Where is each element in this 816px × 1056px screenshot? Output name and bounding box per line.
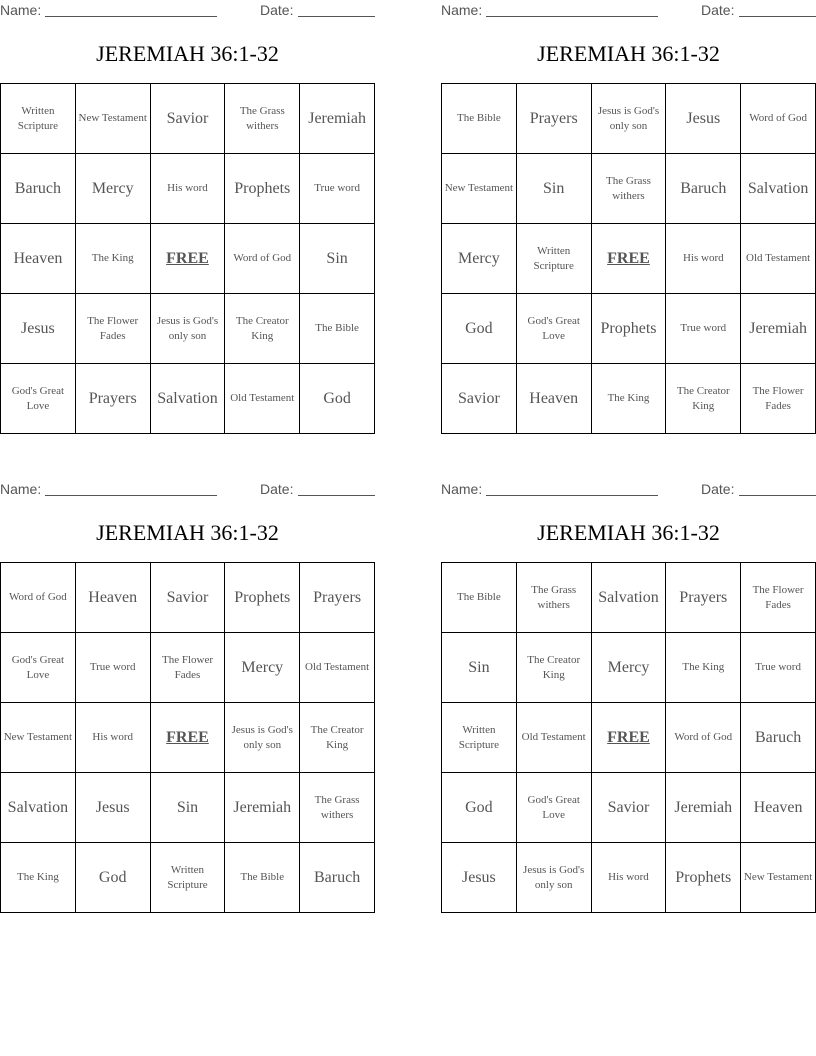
name-label: Name: xyxy=(441,481,483,497)
bingo-cell: Prayers xyxy=(300,563,375,633)
bingo-cell: New Testament xyxy=(741,843,816,913)
date-field-line xyxy=(298,16,375,17)
bingo-card-1 xyxy=(0,0,375,412)
bingo-cell: The Creator King xyxy=(300,703,375,773)
bingo-cell: The Bible xyxy=(225,843,300,913)
name-field-line xyxy=(45,16,217,17)
bingo-cell: Word of God xyxy=(1,563,76,633)
bingo-cell: The Bible xyxy=(442,84,517,154)
bingo-cell: Salvation xyxy=(741,154,816,224)
bingo-cell: The Creator King xyxy=(666,364,741,434)
bingo-cell: The Grass withers xyxy=(592,154,667,224)
bingo-cell: Baruch xyxy=(666,154,741,224)
bingo-cell: The King xyxy=(1,843,76,913)
bingo-cell: Jesus xyxy=(666,84,741,154)
bingo-cell: The Grass withers xyxy=(225,84,300,154)
bingo-cell: Jesus is God's only son xyxy=(151,294,226,364)
bingo-cell: The Creator King xyxy=(517,633,592,703)
bingo-cell: His word xyxy=(592,843,667,913)
bingo-cell: New Testament xyxy=(442,154,517,224)
bingo-cell: God's Great Love xyxy=(1,633,76,703)
card-header xyxy=(0,0,375,22)
bingo-cell: Old Testament xyxy=(225,364,300,434)
bingo-cell: Heaven xyxy=(741,773,816,843)
bingo-cell: True word xyxy=(666,294,741,364)
bingo-cell: Salvation xyxy=(151,364,226,434)
bingo-cell: Jeremiah xyxy=(300,84,375,154)
bingo-cell: God's Great Love xyxy=(517,294,592,364)
bingo-grid xyxy=(0,83,375,434)
bingo-cell: The Flower Fades xyxy=(76,294,151,364)
bingo-cell: The Bible xyxy=(300,294,375,364)
bingo-card-4 xyxy=(441,479,816,891)
bingo-cell: Written Scripture xyxy=(517,224,592,294)
name-field-line xyxy=(486,16,658,17)
bingo-cell: Mercy xyxy=(592,633,667,703)
bingo-cell: The Grass withers xyxy=(517,563,592,633)
bingo-cell: Sin xyxy=(517,154,592,224)
date-label: Date: xyxy=(260,481,294,497)
bingo-cell: Prophets xyxy=(225,563,300,633)
name-label: Name: xyxy=(0,2,42,18)
bingo-cell: Jesus is God's only son xyxy=(225,703,300,773)
bingo-card-3 xyxy=(0,479,375,891)
bingo-cell: Word of God xyxy=(741,84,816,154)
bingo-cell: God xyxy=(76,843,151,913)
bingo-cell: Written Scripture xyxy=(1,84,76,154)
bingo-cell: Heaven xyxy=(76,563,151,633)
name-field-line xyxy=(45,495,217,496)
bingo-cell: Savior xyxy=(151,563,226,633)
bingo-cell: Jesus is God's only son xyxy=(517,843,592,913)
card-header xyxy=(0,479,375,501)
bingo-cell: God's Great Love xyxy=(517,773,592,843)
bingo-cell: The Bible xyxy=(442,563,517,633)
bingo-grid xyxy=(0,562,375,913)
bingo-cell: Sin xyxy=(442,633,517,703)
free-space: FREE xyxy=(151,224,226,294)
bingo-grid xyxy=(441,562,816,913)
bingo-cell: Mercy xyxy=(442,224,517,294)
bingo-cell: Salvation xyxy=(592,563,667,633)
bingo-cell: His word xyxy=(76,703,151,773)
bingo-cell: Prayers xyxy=(517,84,592,154)
bingo-cell: Jesus xyxy=(76,773,151,843)
date-label: Date: xyxy=(701,481,735,497)
bingo-cell: Jeremiah xyxy=(741,294,816,364)
card-header xyxy=(441,0,816,22)
bingo-cell: Savior xyxy=(592,773,667,843)
bingo-cell: Heaven xyxy=(1,224,76,294)
name-label: Name: xyxy=(441,2,483,18)
bingo-cell: His word xyxy=(151,154,226,224)
bingo-cell: Old Testament xyxy=(300,633,375,703)
bingo-cell: Jesus xyxy=(442,843,517,913)
card-title: JEREMIAH 36:1-32 xyxy=(96,41,279,66)
bingo-cell: Jesus is God's only son xyxy=(592,84,667,154)
bingo-cell: Baruch xyxy=(300,843,375,913)
date-label: Date: xyxy=(260,2,294,18)
bingo-cell: The King xyxy=(76,224,151,294)
bingo-cell: Written Scripture xyxy=(442,703,517,773)
bingo-cell: Mercy xyxy=(76,154,151,224)
bingo-cell: Prayers xyxy=(666,563,741,633)
bingo-cell: His word xyxy=(666,224,741,294)
card-title: JEREMIAH 36:1-32 xyxy=(96,520,279,545)
bingo-cell: Word of God xyxy=(666,703,741,773)
bingo-cell: Prayers xyxy=(76,364,151,434)
bingo-cell: Jeremiah xyxy=(225,773,300,843)
bingo-cell: The Grass withers xyxy=(300,773,375,843)
free-space: FREE xyxy=(592,703,667,773)
bingo-cell: Old Testament xyxy=(741,224,816,294)
bingo-cell: The Flower Fades xyxy=(741,364,816,434)
bingo-cell: Jeremiah xyxy=(666,773,741,843)
bingo-cell: God xyxy=(300,364,375,434)
bingo-cell: New Testament xyxy=(76,84,151,154)
bingo-cell: Jesus xyxy=(1,294,76,364)
bingo-cell: True word xyxy=(76,633,151,703)
bingo-cell: Word of God xyxy=(225,224,300,294)
card-header xyxy=(441,479,816,501)
bingo-cell: Savior xyxy=(151,84,226,154)
bingo-cell: Baruch xyxy=(1,154,76,224)
date-label: Date: xyxy=(701,2,735,18)
bingo-cell: Old Testament xyxy=(517,703,592,773)
bingo-cell: True word xyxy=(300,154,375,224)
name-label: Name: xyxy=(0,481,42,497)
bingo-grid xyxy=(441,83,816,434)
bingo-cell: The King xyxy=(666,633,741,703)
bingo-cell: Written Scripture xyxy=(151,843,226,913)
bingo-cell: True word xyxy=(741,633,816,703)
bingo-cell: Mercy xyxy=(225,633,300,703)
free-space: FREE xyxy=(592,224,667,294)
date-field-line xyxy=(739,495,816,496)
bingo-cell: Prophets xyxy=(592,294,667,364)
date-field-line xyxy=(298,495,375,496)
card-title: JEREMIAH 36:1-32 xyxy=(537,520,720,545)
bingo-cell: Baruch xyxy=(741,703,816,773)
bingo-cell: God's Great Love xyxy=(1,364,76,434)
bingo-cell: Savior xyxy=(442,364,517,434)
bingo-cell: God xyxy=(442,294,517,364)
bingo-cell: Prophets xyxy=(225,154,300,224)
name-field-line xyxy=(486,495,658,496)
free-space: FREE xyxy=(151,703,226,773)
bingo-cell: God xyxy=(442,773,517,843)
date-field-line xyxy=(739,16,816,17)
bingo-cell: Sin xyxy=(151,773,226,843)
bingo-cell: New Testament xyxy=(1,703,76,773)
bingo-cell: The Flower Fades xyxy=(741,563,816,633)
card-title: JEREMIAH 36:1-32 xyxy=(537,41,720,66)
bingo-card-2 xyxy=(441,0,816,412)
bingo-cell: Salvation xyxy=(1,773,76,843)
bingo-cell: Prophets xyxy=(666,843,741,913)
bingo-cell: The Creator King xyxy=(225,294,300,364)
bingo-cell: The King xyxy=(592,364,667,434)
bingo-cell: Sin xyxy=(300,224,375,294)
bingo-cell: Heaven xyxy=(517,364,592,434)
bingo-cell: The Flower Fades xyxy=(151,633,226,703)
